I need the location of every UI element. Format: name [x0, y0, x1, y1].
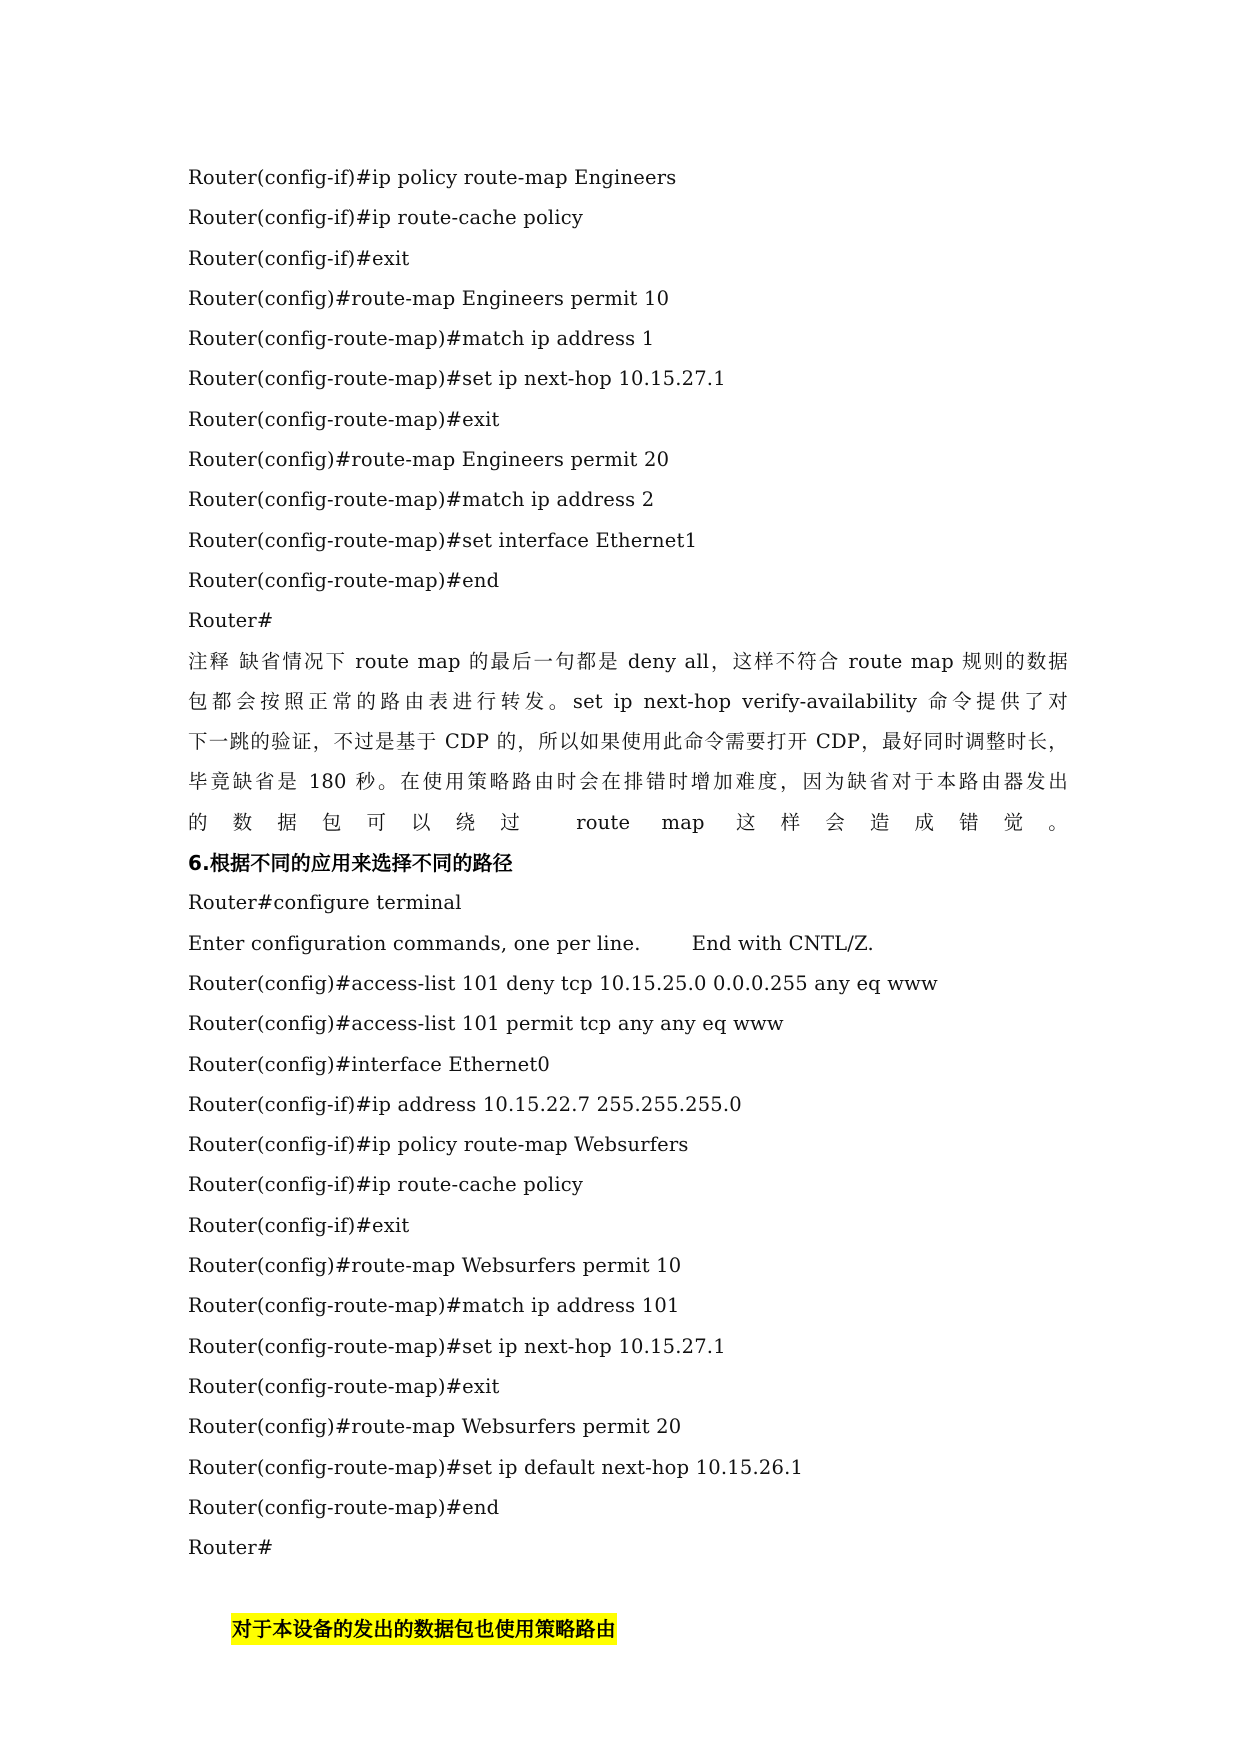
- code-line: Router(config-route-map)#end: [188, 568, 500, 592]
- code-line: Router(config-route-map)#exit: [188, 407, 500, 431]
- code-line: Router(config)#route-map Websurfers permit 20: [188, 1415, 682, 1439]
- code-line: Router(config-if)#exit: [188, 246, 410, 270]
- code-line: Router(config-if)#exit: [188, 1213, 410, 1237]
- code-line: Router(config-route-map)#set ip next-hop 10.15.27.1: [188, 1334, 726, 1358]
- code-line: Router(config-if)#ip policy route-map Engineers: [188, 166, 677, 189]
- document-content: [188, 158, 1068, 1641]
- code-line: Router(config)#route-map Engineers permit 20: [188, 448, 670, 472]
- code-line: Router(config-route-map)#exit: [188, 1374, 500, 1398]
- code-line: Router(config-route-map)#set interface Ethernet1: [188, 528, 698, 552]
- code-line: Router(config)#access-list 101 deny tcp 10.15.25.0 0.0.0.255 any eq www: [188, 971, 938, 995]
- note-paragraph: [188, 642, 1068, 843]
- code-line: Router(config-if)#ip policy route-map Websurfers: [188, 1133, 689, 1157]
- code-line: Router(config-route-map)#match ip address 2: [188, 488, 655, 512]
- note-line: 下一跳的验证，不过是基于 CDP 的，所以如果使用此命令需要打开 CDP，最好同时调整时长，: [188, 730, 1068, 754]
- code-line: Router#: [188, 609, 274, 633]
- section-heading: 6.根据不同的应用来选择不同的路径: [188, 851, 513, 876]
- code-line: Router#: [188, 1536, 274, 1560]
- code-line: Router(config)#route-map Engineers permit 10: [188, 286, 670, 310]
- note-line: 的数据包可以绕过 route map 这样会造成错觉。: [188, 810, 1068, 834]
- highlighted-heading: 对于本设备的发出的数据包也使用策略路由: [231, 1613, 617, 1645]
- code-line: Router#configure terminal: [188, 891, 462, 915]
- code-line: Router(config-route-map)#match ip address 101: [188, 1294, 680, 1318]
- code-line: Router(config-route-map)#match ip address 1: [188, 327, 655, 351]
- code-block-websurfers: [188, 883, 1068, 1568]
- code-line: Router(config-if)#ip route-cache policy: [188, 206, 584, 230]
- code-line: Router(config-route-map)#end: [188, 1495, 500, 1519]
- code-line: Router(config-route-map)#set ip default next-hop 10.15.26.1: [188, 1455, 804, 1479]
- code-line: Router(config-if)#ip address 10.15.22.7 255.255.255.0: [188, 1092, 742, 1116]
- code-block-engineers: [188, 158, 1068, 642]
- code-line: Router(config)#route-map Websurfers permit 10: [188, 1254, 682, 1278]
- code-line: Router(config-if)#ip route-cache policy: [188, 1173, 584, 1197]
- code-line: Enter configuration commands, one per line. End with CNTL/Z.: [188, 931, 874, 955]
- code-line: Router(config)#interface Ethernet0: [188, 1052, 551, 1076]
- code-line: Router(config-route-map)#set ip next-hop 10.15.27.1: [188, 367, 726, 391]
- note-line: 包都会按照正常的路由表进行转发。set ip next-hop verify-availability 命令提供了对: [188, 689, 1068, 713]
- highlighted-heading-row: [188, 1568, 1068, 1641]
- note-line: 注释 缺省情况下 route map 的最后一句都是 deny all，这样不符合 route map 规则的数据: [188, 649, 1068, 673]
- code-line: Router(config)#access-list 101 permit tcp any any eq www: [188, 1012, 784, 1036]
- note-line: 毕竟缺省是 180 秒。在使用策略路由时会在排错时增加难度，因为缺省对于本路由器发出: [188, 770, 1068, 794]
